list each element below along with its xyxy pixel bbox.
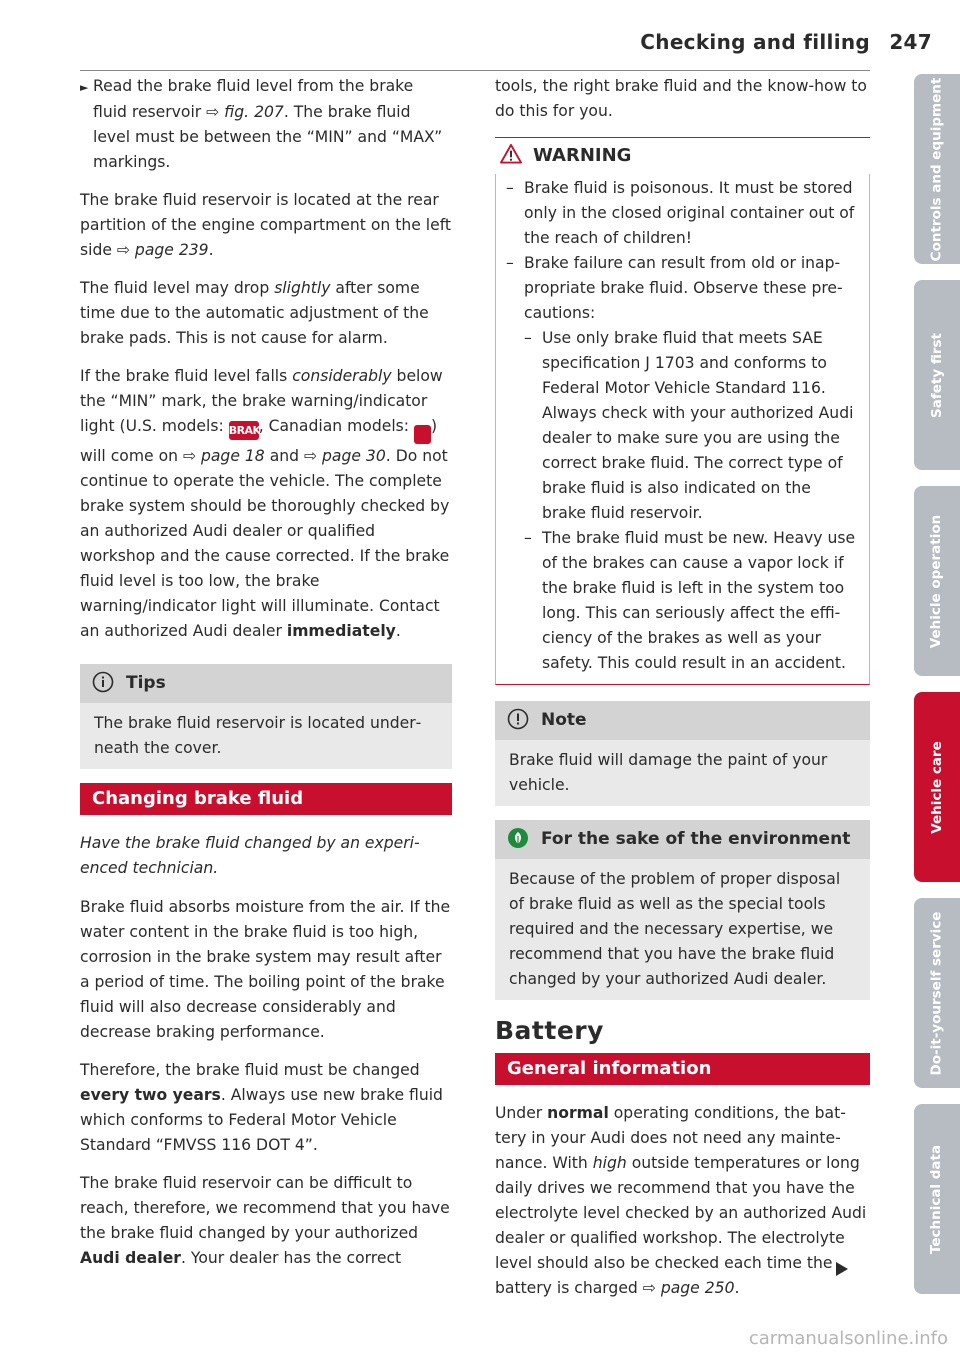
paragraph-continuation: tools, the right brake fluid and the know-how to do this for you. xyxy=(495,77,867,120)
warning-triangle-icon xyxy=(499,143,523,164)
warning-subitem: – The brake fluid must be new. Heavy use of the brakes can cause a vapor lock if the brake fluid is left in the system too long. This can seriously affect the efficiency of the brakes as well as your safety. This could result in an accident. xyxy=(524,529,856,672)
warning-item: – Brake fluid is poisonous. It must be stored only in the closed original container out of the reach of children! xyxy=(506,179,855,247)
continue-arrow-icon xyxy=(836,1262,848,1276)
paragraph-battery: Under normal operating conditions, the battery in your Audi does not need any maintenance. With high outside temperatures or long daily drives we recommend that you have the electrolyte level checked by an authorized Audi dealer or qualified workshop. The electrolyte level should also be checked each time the battery is charged ⇨ page 250. xyxy=(495,1104,867,1297)
triangle-bullet-icon: ► xyxy=(80,81,89,94)
environment-heading: For the sake of the environment xyxy=(495,820,870,859)
page-link[interactable]: ⇨ page 18 xyxy=(182,447,265,465)
paragraph-moisture: Brake fluid absorbs moisture from the air. If the water content in the brake fluid is too high, corrosion in the brake system may result after a period of time. The boiling point of the brake fluid will also decrease considerably and decrease braking performance. xyxy=(80,898,451,1041)
paragraph-level-drop: The fluid level may drop slightly after some time due to the automatic adjustment of the brake pads. This is not cause for alarm. xyxy=(80,279,429,347)
side-tab-do-it-yourself[interactable]: Do-it-yourself service xyxy=(914,898,960,1088)
paragraph-difficult-to-reach: The brake fluid reservoir can be difficult to reach, therefore, we recommend that you have the brake fluid changed by your authorized Audi dealer. Your dealer has the correct xyxy=(80,1174,450,1267)
paragraph-level-falls: If the brake fluid level falls considerably below the “MIN” mark, the brake warning/indicator light (U.S. models: BRAKE, Canadian models: ) will come on ⇨ page 18 and ⇨ page 30. Do not continue to operate the vehicle. The complete brake system should be thoroughly checked by an authorized Audi dealer or qualified workshop and the cause corrected. If the brake fluid level is too low, the brake warning/indicator light will illuminate. Contact an authorized Audi dealer immediately. xyxy=(80,367,450,640)
brake-warning-round-lamp-icon xyxy=(414,425,431,444)
info-icon xyxy=(92,671,114,693)
page-link[interactable]: ⇨ page 239 xyxy=(116,241,209,259)
note-text: Brake fluid will damage the paint of your vehicle. xyxy=(509,751,828,794)
left-column xyxy=(80,74,452,1284)
intro-italic: Have the brake fluid changed by an experienced technician. xyxy=(80,834,420,877)
right-column xyxy=(495,74,870,1314)
warning-content xyxy=(495,174,870,685)
note-box xyxy=(495,701,870,806)
paragraph-reservoir-location: The brake fluid reservoir is located at the rear partition of the engine compartment on the left side ⇨ page 239. xyxy=(80,191,452,259)
tips-text: The brake fluid reservoir is located underneath the cover. xyxy=(94,714,422,757)
figure-link[interactable]: ⇨ fig. 207 xyxy=(206,103,284,121)
warning-item: – Brake failure can result from old or inappropriate brake fluid. Observe these precautions: xyxy=(506,254,843,322)
page-number: 247 xyxy=(889,30,932,54)
page-link[interactable]: ⇨ page 30 xyxy=(304,447,386,465)
environment-box xyxy=(495,820,870,1000)
page-link[interactable]: ⇨ page 250 xyxy=(642,1279,735,1297)
environment-text: Because of the problem of proper disposal of brake fluid as well as the special tools required and the necessary expertise, we recommend that you have the brake fluid changed by your authorized Audi dealer. xyxy=(509,870,841,988)
side-tab-controls[interactable]: Controls and equipment xyxy=(914,74,960,264)
note-heading: Note xyxy=(495,701,870,740)
tips-heading: Tips xyxy=(80,664,452,703)
section-title: Checking and filling xyxy=(640,30,870,54)
tips-box xyxy=(80,664,452,769)
side-tab-vehicle-operation[interactable]: Vehicle operation xyxy=(914,486,960,676)
side-tab-safety-first[interactable]: Safety first xyxy=(914,280,960,470)
watermark: carmanualsonline.info xyxy=(748,1328,948,1349)
side-tab-technical-data[interactable]: Technical data xyxy=(914,1104,960,1294)
side-tab-vehicle-care[interactable]: Vehicle care xyxy=(914,692,960,882)
page-header xyxy=(80,22,932,70)
header-divider xyxy=(80,70,870,71)
brake-warning-lamp-icon: BRAKE xyxy=(229,421,259,440)
exclamation-circle-icon xyxy=(507,708,529,730)
environment-leaf-icon xyxy=(507,827,529,849)
paragraph-every-two-years: Therefore, the brake fluid must be changed every two years. Always use new brake fluid which conforms to Federal Motor Vehicle Standard “FMVSS 116 DOT 4”. xyxy=(80,1061,443,1154)
section-heading-general-information: General information xyxy=(495,1053,870,1085)
section-heading-changing-brake-fluid: Changing brake fluid xyxy=(80,783,452,815)
heading-battery: Battery xyxy=(495,1016,604,1045)
warning-heading: WARNING xyxy=(495,138,870,174)
step-read-fluid-level: ► Read the brake fluid level from the brake fluid reservoir ⇨ fig. 207. The brake fluid level must be between the “MIN” and “MAX” markings. xyxy=(80,77,443,171)
warning-box xyxy=(495,137,870,685)
warning-subitem: – Use only brake fluid that meets SAE specification J 1703 and conforms to Federal Motor Vehicle Standard 116. Always check with your authorized Audi dealer to make sure you are using the correct brake fluid. The correct type of brake fluid is also indicated on the brake fluid reservoir. xyxy=(524,329,854,522)
